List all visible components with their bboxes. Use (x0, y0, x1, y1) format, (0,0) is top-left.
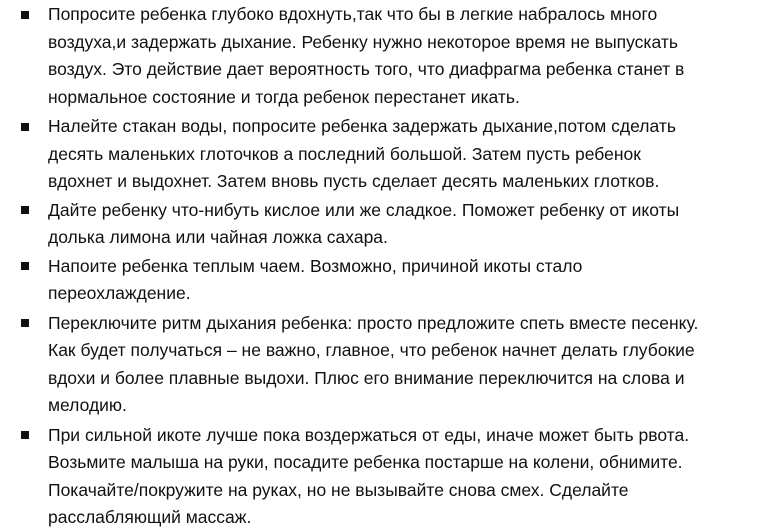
text-line: При сильной икоте лучше пока воздержаться от еды, иначе может быть рвота. (48, 424, 690, 445)
list-item (0, 310, 761, 420)
text-line: переохлаждение. (48, 283, 191, 303)
text-line: Покачайте/покружите на руках, но не вызывайте снова смех. Сделайте (48, 479, 629, 500)
list-item-text (48, 197, 753, 252)
list-item-text (48, 253, 753, 308)
text-line: Напоите ребенка теплым чаем. Возможно, причиной икоты стало (48, 255, 583, 276)
list-item (0, 422, 761, 532)
text-line: Налейте стакан воды, попросите ребенка задержать дыхание,потом сделать (48, 116, 676, 136)
list-item (0, 113, 761, 196)
text-line: расслабляющий массаж. (48, 507, 252, 527)
text-line: воздуха,и задержать дыхание. Ребенку нужно некоторое время не выпускать (48, 31, 678, 52)
square-bullet-icon (21, 262, 29, 270)
list-item-text (48, 310, 753, 420)
list-item (0, 1, 761, 111)
text-line: вдохнет и выдохнет. Затем вновь пусть сделает десять маленьких глотков. (48, 171, 660, 191)
list-item-text (48, 1, 753, 111)
text-line: нормальное состояние и тогда ребенок перестанет икать. (48, 86, 520, 107)
text-line: мелодию. (48, 395, 127, 415)
square-bullet-icon (21, 206, 29, 214)
text-line: вдохи и более плавные выдохи. Плюс его внимание переключится на слова и (48, 367, 685, 388)
text-line: Возьмите малыша на руки, посадите ребенка постарше на колени, обнимите. (48, 452, 683, 472)
square-bullet-icon (21, 123, 29, 131)
text-line: Попросите ребенка глубоко вдохнуть,так что бы в легкие набралось много (48, 4, 658, 24)
text-line: Как будет получаться – не важно, главное, что ребенок начнет делать глубокие (48, 340, 695, 360)
text-line: воздух. Это действие дает вероятность того, что диафрагма ребенка станет в (48, 59, 685, 79)
square-bullet-icon (21, 11, 29, 19)
list-item-text (48, 422, 753, 532)
list-item-text (48, 113, 753, 196)
text-line: Переключите ритм дыхания ребенка: просто предложите спеть вместе песенку. (48, 312, 699, 333)
square-bullet-icon (21, 431, 29, 439)
text-line: десять маленьких глоточков а последний большой. Затем пусть ребенок (48, 143, 641, 164)
list-item (0, 197, 761, 252)
text-line: Дайте ребенку что-нибуть кислое или же сладкое. Поможет ребенку от икоты (48, 199, 680, 220)
square-bullet-icon (21, 319, 29, 327)
list-item (0, 253, 761, 308)
text-line: долька лимона или чайная ложка сахара. (48, 227, 388, 247)
